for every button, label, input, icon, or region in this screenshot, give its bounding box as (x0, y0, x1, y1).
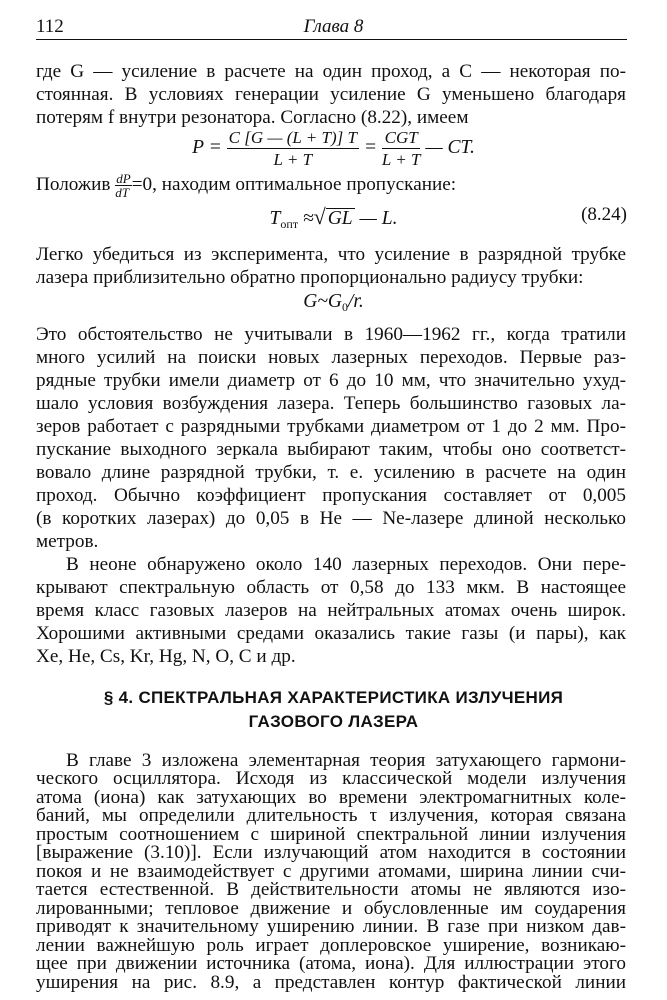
text-line: время класс газовых лазеров на нейтральных атомах очень широк. (36, 600, 626, 621)
eq-G0: G (327, 291, 342, 312)
equation-optimal-transmission (0, 204, 667, 232)
eq-approx: ≈ (302, 208, 314, 229)
equation-power (0, 128, 667, 169)
text-line: приводят к значительному уширению линии. В газе при низком дав- (36, 916, 626, 937)
text-line: метров. (36, 531, 99, 552)
text-line: лированными; тепловое движение и обусловленные им соударения (36, 898, 626, 919)
equation-gain-radius (0, 291, 667, 315)
text-line: рядные трубки имели диаметр от 6 до 10 мм, что значительно ухуд- (36, 370, 626, 391)
eq-G: G (303, 291, 318, 312)
text-line: потерям f внутри резонатора. Согласно (8.22), имеем (36, 107, 469, 128)
text-line: баний, мы определили длительность τ излучения, которая связана (36, 805, 626, 826)
derivative-denominator: dT (115, 185, 130, 200)
eq-T-subscript: опт (280, 217, 299, 231)
eq-tail: /r. (348, 291, 364, 312)
text-suffix: =0, находим оптимальное пропускание: (131, 173, 457, 195)
eq-fraction-2 (382, 128, 421, 169)
text-line: Это обстоятельство не учитывали в 1960—1962 гг., когда тратили (36, 324, 626, 345)
eq-fraction-1 (227, 128, 359, 169)
header-rule (36, 39, 627, 40)
eq-tail: — L. (359, 208, 398, 229)
page-header (0, 16, 667, 40)
eq-equals: = (363, 136, 377, 158)
running-head: Глава 8 (303, 16, 364, 37)
eq-frac2-denominator: L + T (381, 150, 421, 169)
text-line: проход. Обычно коэффициент пропускания составляет от 0,005 (36, 485, 626, 506)
eq-radicand: GL (327, 208, 353, 229)
text-line: стоянная. В условиях генерации усиление G уменьшено благодаря (36, 84, 626, 105)
eq-frac1-numerator: C [G — (L + T)] T (228, 128, 357, 147)
text-line: крывают спектральную область от 0,58 до 133 мкм. В настоящее (36, 577, 626, 598)
eq-sim: ~ (317, 291, 328, 312)
text-line: уширения на рис. 8.9, а представлен контур фактической линии (36, 972, 626, 993)
text-line: много усилий на поиски новых лазерных переходов. Первые раз- (36, 347, 626, 368)
text-line: лазера приблизительно обратно пропорционально радиусу трубки: (36, 267, 584, 288)
text-line: ческого осциллятора. Исходя из классической модели излучения (36, 768, 626, 789)
eq-G0-subscript: 0 (342, 300, 348, 314)
text-line: лении важнейшую роль играет доплеровское уширение, возникаю- (36, 935, 626, 956)
text-line: Xe, He, Cs, Kr, Hg, N, O, C и др. (36, 646, 296, 667)
text-prefix: Положив (36, 173, 111, 195)
text-line: атома (иона) как затухающих во времени электромагнитных коле- (36, 787, 626, 808)
text-line: Легко убедиться из эксперимента, что усиление в разрядной трубке (36, 244, 626, 265)
sqrt-icon: √ (313, 204, 326, 229)
derivative-fraction (115, 172, 131, 199)
text-line: (в коротких лазерах) до 0,05 в He — Ne-лазере длиной несколько (36, 508, 626, 529)
text-line: шало условия возбуждения лазера. Теперь большинство газовых ла- (36, 393, 626, 414)
eq-lhs: P = (192, 136, 222, 158)
eq-tail: — CT. (425, 136, 475, 158)
text-line: В неоне обнаружено около 140 лазерных переходов. Они пере- (66, 554, 626, 575)
text-line: зеров работает с разрядными трубками диаметром от 1 до 2 мм. Про- (36, 416, 626, 437)
text-line: [выражение (3.10)]. Если излучающий атом находится в состоянии (36, 842, 626, 863)
text-line: пускание выходного зеркала выбирают таким, чтобы оно соответст- (36, 439, 626, 460)
section-heading-line2: ГАЗОВОГО ЛАЗЕРА (248, 712, 419, 731)
eq-frac2-numerator: CGT (382, 128, 421, 149)
text-line: тается естественной. В действительности атомы не являются изо- (36, 879, 626, 900)
derivative-numerator: dP (116, 171, 131, 186)
text-line: Хорошими активными средами оказались такие газы (и пары), как (36, 623, 626, 644)
text-line: В главе 3 изложена элементарная теория затухающего гармони- (66, 750, 626, 771)
text-line-derivative (36, 172, 626, 199)
eq-T: T (269, 208, 281, 229)
section-heading-line1: § 4. СПЕКТРАЛЬНАЯ ХАРАКТЕРИСТИКА ИЗЛУЧЕНИЯ (103, 688, 564, 707)
text-line: где G — усиление в расчете на один проход, а C — некоторая по- (36, 61, 626, 82)
page-number: 112 (36, 16, 64, 37)
text-line: простым соотношением с шириной спектральной линии излучения (36, 824, 626, 845)
equation-number: (8.24) (581, 204, 627, 225)
eq-frac1-denominator: L + T (273, 150, 313, 169)
text-line: вовало длине разрядной трубки, т. е. усилению в расчете на один (36, 462, 626, 483)
text-line: покоя и не взаимодействует с другими атомами, ширина линии счи- (36, 861, 626, 882)
text-line: щее при движении источника (атома, иона). Для иллюстрации этого (36, 953, 626, 974)
